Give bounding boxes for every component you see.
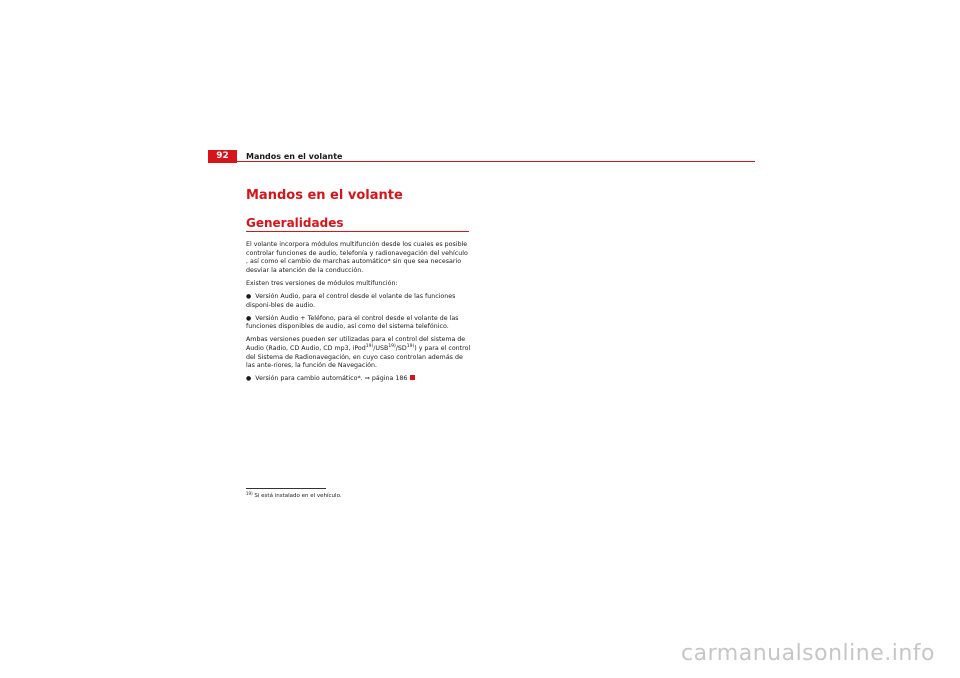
text-run: Ambas versiones pueden ser utilizadas para el control del sistema de Audio (Radio, CD Audio, CD mp3, iPod [246,336,466,352]
running-header: Mandos en el volante [246,152,343,161]
list-item [246,375,471,384]
page-number: 92 [208,150,237,163]
list-item [246,315,471,332]
footnote [246,492,342,500]
footnote-ref[interactable]: 19) [365,343,374,349]
list-item-text: Versión Audio + Teléfono, para el control desde el volante de las funciones disponibles de audio, así como del sistema telefónico. [246,314,459,331]
footnote-ref[interactable]: 19) [388,343,396,349]
text-run: /USB [373,344,389,352]
chapter-title: Mandos en el volante [246,188,403,203]
list-item [246,293,471,310]
bullet-icon: ● [246,375,252,383]
versions-intro: Existen tres versiones de módulos multifunción: [246,279,398,287]
intro-paragraph: El volante incorpora módulos multifunción desde los cuales es posible controlar funciones de audio, telefonía y radionavegación del vehículo , así como el cambio de marchas automático* sin que sea necesario desviar la atención de la conducción. [246,241,468,274]
section-title: Generalidades [246,216,344,230]
footnote-rule [246,488,326,489]
page-reference-link[interactable]: Versión para cambio automático*. ⇒ página 186 [255,375,408,383]
footnote-ref[interactable]: 19) [406,343,415,349]
footnote-text: Si está instalado en el vehículo. [254,493,342,499]
list-item-text: Versión Audio, para el control desde el volante de las funciones disponi-bles de audio. [246,292,456,309]
text-run: /SD [395,344,407,352]
section-rule [246,231,469,232]
header-rule [208,161,755,162]
text-run: ) y para el control del Sistema de Radionavegación, en cuyo caso controlan además de las ante-riores, la función de Navegación. [246,344,471,370]
bullet-icon: ● [246,314,252,322]
bullet-icon: ● [246,292,252,300]
footnote-marker: 19) [246,491,253,496]
body-text [246,241,471,388]
versions-usage-paragraph [246,336,471,370]
watermark: carmanualsonline.info [681,641,935,666]
section-end-icon [410,375,415,380]
